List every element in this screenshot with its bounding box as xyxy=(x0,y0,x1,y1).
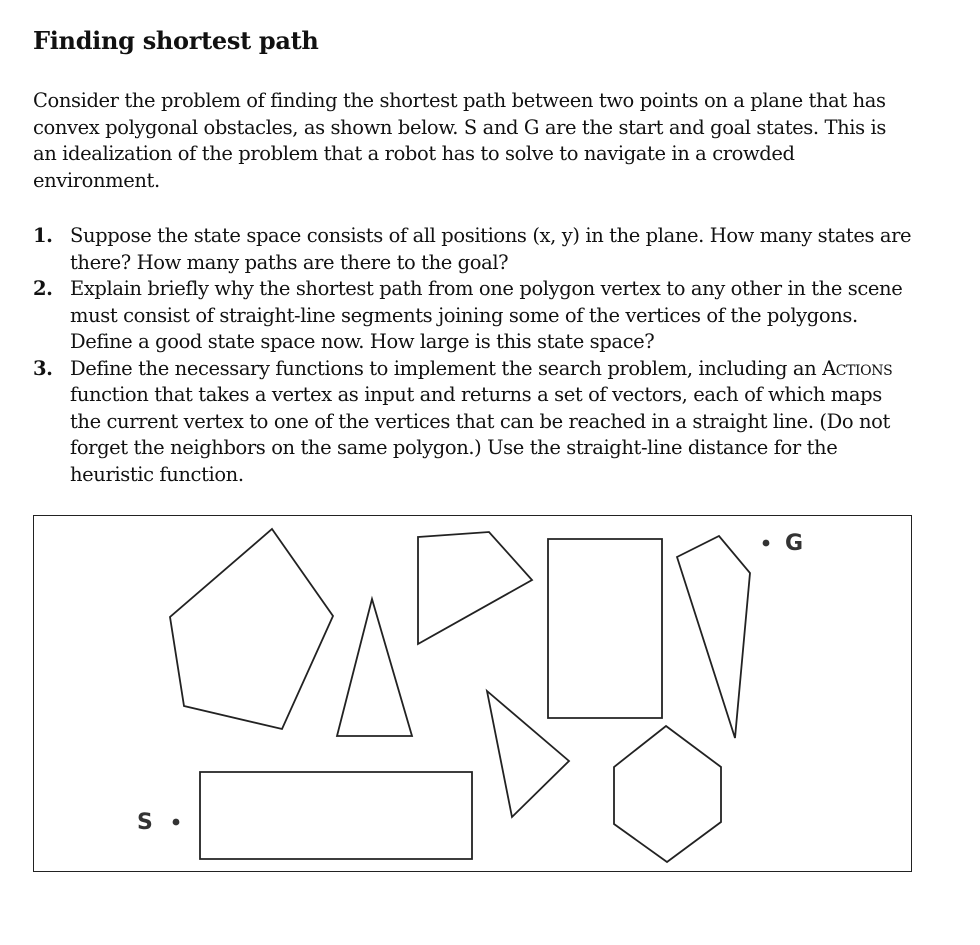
question-number: 2. xyxy=(33,277,53,300)
question-text: Explain briefly why the shortest path from one polygon vertex to any other in the scene must consist of straight-line segments joining some of the vertices of the polygons. Define a good state space now. How large is this state space? xyxy=(70,277,903,353)
question-number: 3. xyxy=(33,356,53,380)
obstacle-pentagon xyxy=(170,529,333,729)
obstacle-triangle-small xyxy=(487,691,569,817)
obstacle-hexagon xyxy=(614,726,721,862)
obstacle-triangle-tall xyxy=(337,599,412,736)
question-text: Suppose the state space consists of all positions (x, y) in the plane. How many states are there? How many paths are there to the goal? xyxy=(70,224,912,274)
question-number: 1. xyxy=(33,224,53,247)
goal-label: G xyxy=(785,531,804,556)
obstacle-diagram xyxy=(1,1,980,945)
start-label: S xyxy=(137,810,153,835)
obstacle-narrow-quadrilateral xyxy=(677,536,750,738)
page-title: Finding shortest path xyxy=(33,26,319,55)
obstacle-rectangle-lower xyxy=(200,772,472,859)
intro-paragraph: Consider the problem of finding the shortest path between two points on a plane that has convex polygonal obstacles, as shown below. S and G are the start and goal states. This is an idealization of the problem that a robot has to solve to navigate in a crowded environment. xyxy=(33,89,886,192)
obstacle-rectangle-upper xyxy=(548,539,662,718)
actions-term: Actions xyxy=(822,356,893,380)
goal-dot xyxy=(763,540,770,547)
start-dot xyxy=(173,819,180,826)
obstacle-quadrilateral xyxy=(418,532,532,644)
obstacle-figure xyxy=(33,515,912,872)
question-text-before: Define the necessary functions to implement the search problem, including an xyxy=(70,356,823,380)
question-text-after: function that takes a vertex as input and returns a set of vectors, each of which maps the current vertex to one of the vertices that can be reached in a straight line. (Do not forget the neighbors on the same polygon.) Use the straight-line distance for the heuristic function. xyxy=(70,383,890,486)
